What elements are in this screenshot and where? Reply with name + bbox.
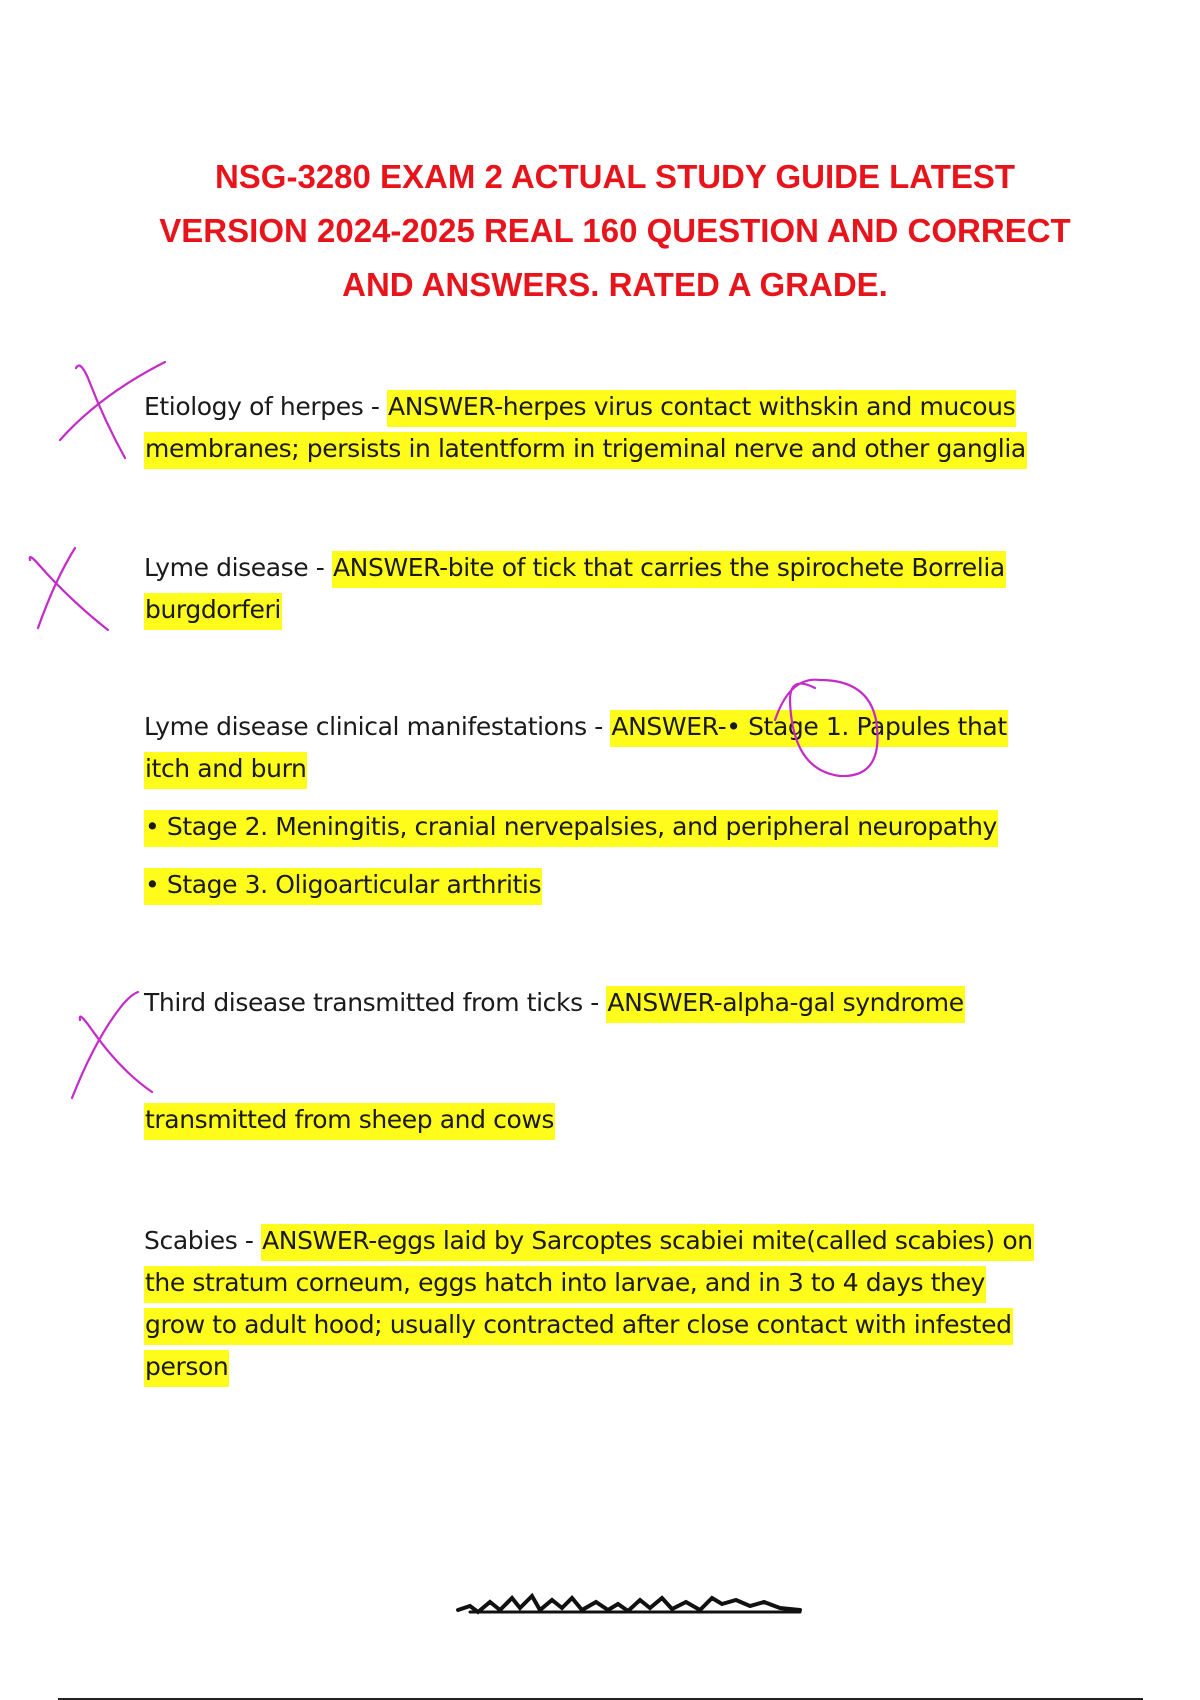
question-text: Lyme disease - [144,553,332,582]
answer-highlight: the stratum corneum, eggs hatch into larvae, and in 3 to 4 days they [144,1266,986,1303]
entry-scabies [144,1220,1084,1388]
answer-highlight: person [144,1350,229,1387]
answer-highlight: membranes; persists in latentform in trigeminal nerve and other ganglia [144,432,1027,469]
x-mark-tick-stroke [80,1017,152,1092]
answer-highlight: transmitted from sheep and cows [144,1103,555,1140]
answer-highlight: ANSWER-eggs laid by Sarcoptes scabiei mite(called scabies) on [261,1224,1034,1261]
answer-highlight: grow to adult hood; usually contracted after close contact with infested [144,1308,1013,1345]
question-text: Third disease transmitted from ticks - [144,988,607,1017]
question-text: Lyme disease clinical manifestations - [144,712,611,741]
answer-highlight: ANSWER-alpha-gal syndrome [606,986,964,1023]
answer-highlight: itch and burn [144,752,307,789]
answer-highlight: • Stage 3. Oligoarticular arthritis [144,868,542,905]
entry-herpes [144,386,1084,470]
entry-third-tick-disease [144,982,1084,1141]
page-title [100,150,1130,312]
answer-highlight: ANSWER-bite of tick that carries the spirochete Borrelia [332,551,1006,588]
title-line-2: VERSION 2024-2025 REAL 160 QUESTION AND CORRECT [159,212,1071,249]
entry-lyme-manifestations [144,706,1084,906]
answer-highlight: ANSWER-• Stage 1. Papules that [610,710,1007,747]
x-mark-herpes-stroke [76,366,125,458]
answer-highlight: • Stage 2. Meningitis, cranial nervepalsies, and peripheral neuropathy [144,810,998,847]
question-text: Etiology of herpes - [144,392,388,421]
title-line-1: NSG-3280 EXAM 2 ACTUAL STUDY GUIDE LATEST [214,158,1016,195]
x-mark-lyme-stroke [30,557,108,630]
x-mark-lyme [38,548,75,628]
entry-lyme-disease [144,547,1084,631]
title-line-3: AND ANSWERS. RATED A GRADE. [342,266,888,303]
question-text: Scabies - [144,1226,262,1255]
answer-highlight: burgdorferi [144,593,282,630]
x-mark-tick [72,992,138,1098]
scribble-signature [458,1596,800,1612]
answer-highlight: ANSWER-herpes virus contact withskin and mucous [387,390,1016,427]
